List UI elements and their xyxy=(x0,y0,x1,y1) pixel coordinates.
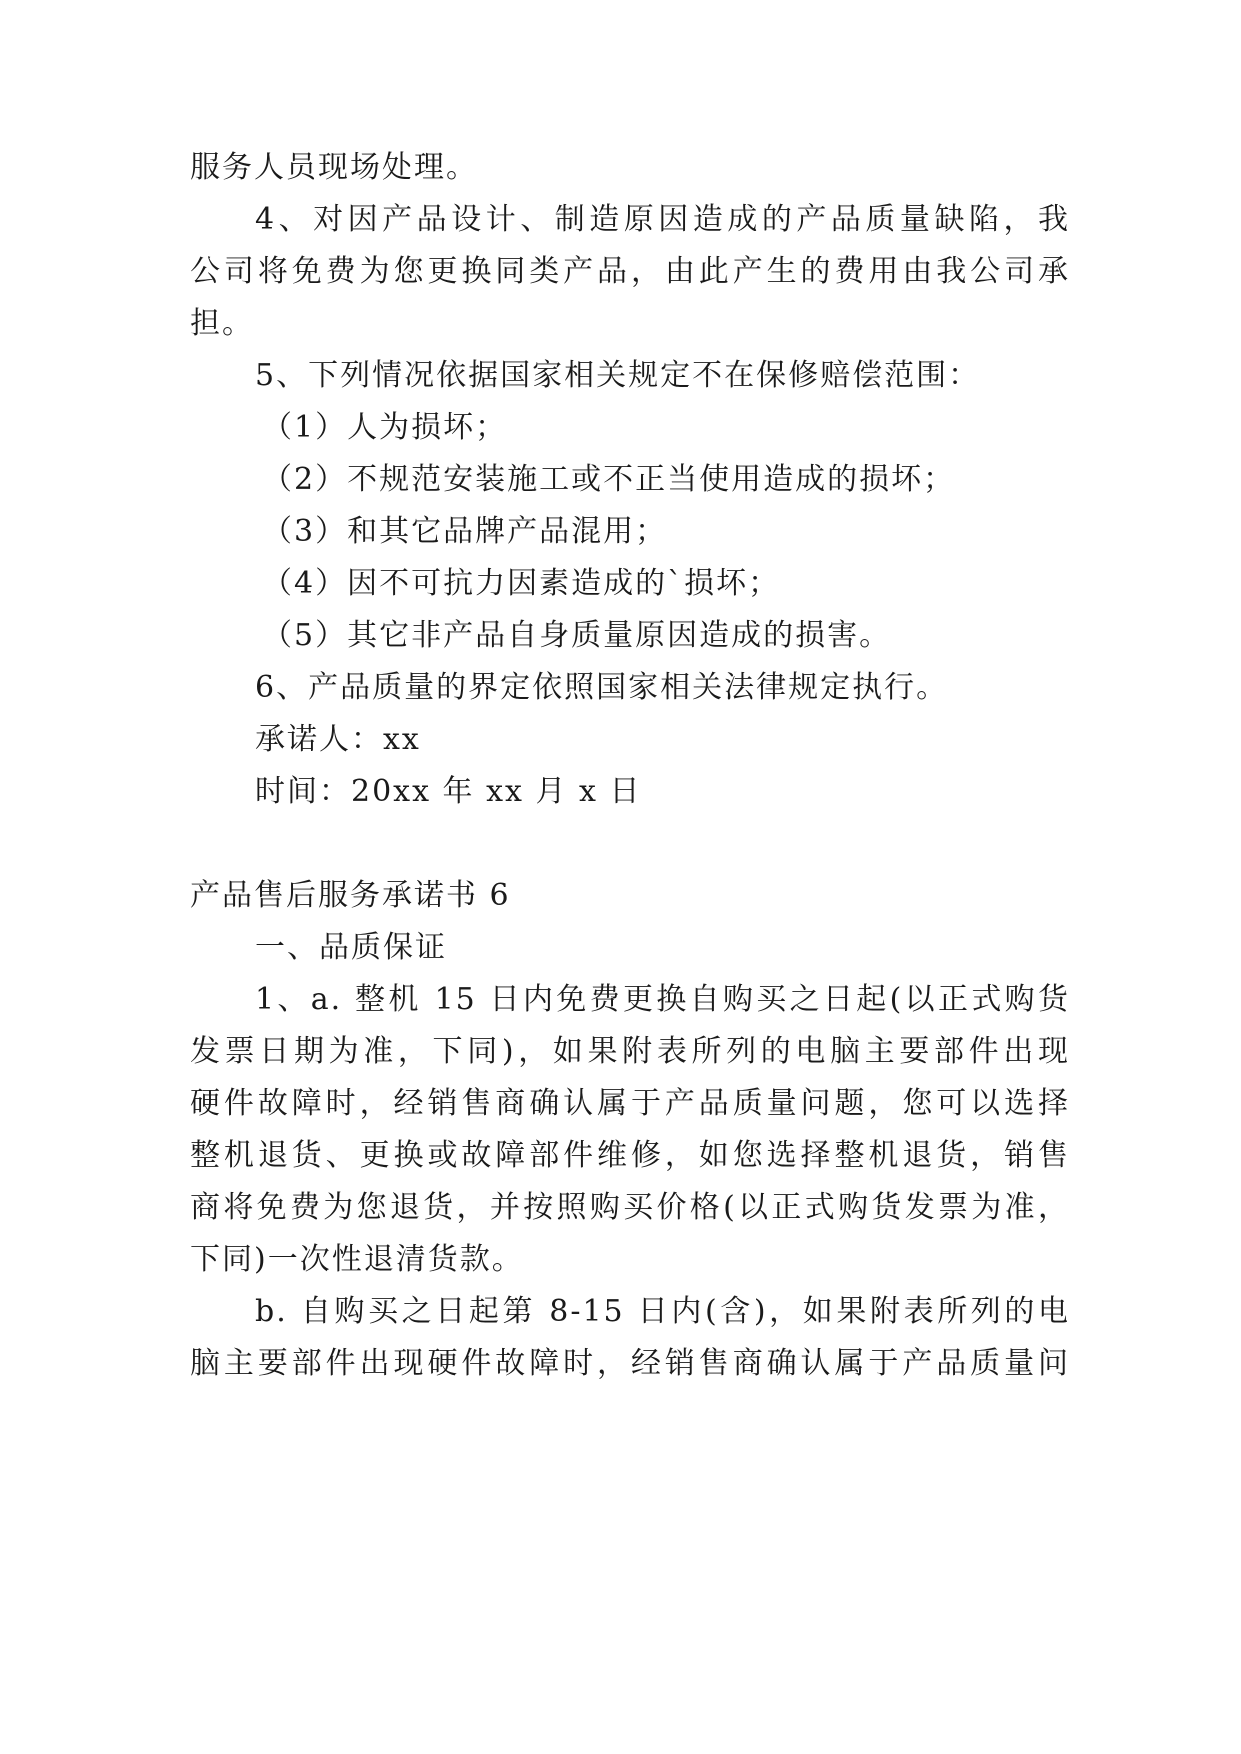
paragraph-line: 整机退货、更换或故障部件维修，如您选择整机退货，销售 xyxy=(190,1138,1070,1173)
list-item: （1）人为损坏； xyxy=(262,410,508,445)
paragraph-line: 公司将免费为您更换同类产品，由此产生的费用由我公司承 xyxy=(190,254,1070,289)
paragraph-line: 5、下列情况依据国家相关规定不在保修赔偿范围： xyxy=(255,358,981,393)
list-item: （5）其它非产品自身质量原因造成的损害。 xyxy=(262,618,892,653)
paragraph-line: 4、对因产品设计、制造原因造成的产品质量缺陷，我 xyxy=(255,202,1070,237)
section-title: 产品售后服务承诺书 6 xyxy=(190,878,511,913)
list-item: （3）和其它品牌产品混用； xyxy=(262,514,668,549)
list-item: （4）因不可抗力因素造成的`损坏； xyxy=(262,566,781,601)
paragraph-line: 商将免费为您退货，并按照购买价格(以正式购货发票为准， xyxy=(190,1190,1070,1225)
paragraph-line: 脑主要部件出现硬件故障时，经销售商确认属于产品质量问 xyxy=(190,1346,1070,1381)
paragraph-line: 下同)一次性退清货款。 xyxy=(190,1242,524,1277)
signatory-line: 承诺人：xx xyxy=(255,722,421,757)
section-heading: 一、品质保证 xyxy=(255,930,447,965)
paragraph-line: 服务人员现场处理。 xyxy=(190,150,478,185)
paragraph-line: 硬件故障时，经销售商确认属于产品质量问题，您可以选择 xyxy=(190,1086,1070,1121)
paragraph-line: 6、产品质量的界定依照国家相关法律规定执行。 xyxy=(255,670,949,705)
paragraph-line: 发票日期为准，下同)，如果附表所列的电脑主要部件出现 xyxy=(190,1034,1070,1069)
paragraph-line: b. 自购买之日起第 8-15 日内(含)，如果附表所列的电 xyxy=(255,1294,1070,1329)
list-item: （2）不规范安装施工或不正当使用造成的损坏； xyxy=(262,462,956,497)
date-line: 时间：20xx 年 xx 月 x 日 xyxy=(255,774,642,809)
paragraph-line: 1、a. 整机 15 日内免费更换自购买之日起(以正式购货 xyxy=(255,982,1070,1017)
paragraph-line: 担。 xyxy=(190,306,254,341)
